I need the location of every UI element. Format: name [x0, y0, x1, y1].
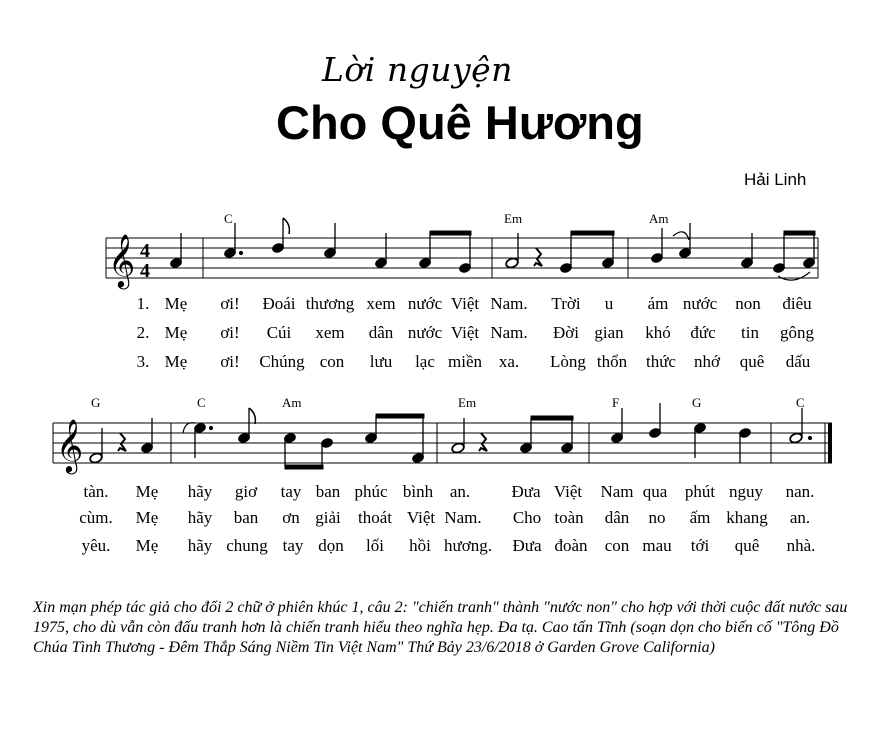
chord-symbol: C [224, 211, 233, 226]
svg-text:ơi!: ơi! [220, 294, 240, 313]
svg-text:hãy: hãy [187, 508, 213, 527]
svg-text:lưu: lưu [369, 352, 393, 371]
svg-text:ám: ám [647, 294, 669, 313]
svg-text:hương.: hương. [444, 536, 492, 555]
svg-text:đoàn: đoàn [554, 536, 588, 555]
svg-text:dân: dân [368, 323, 394, 342]
svg-text:Việt: Việt [406, 508, 436, 527]
svg-text:dân: dân [604, 508, 630, 527]
svg-text:nhớ: nhớ [694, 352, 720, 371]
svg-text:xem: xem [315, 323, 345, 342]
svg-text:qua: qua [642, 482, 668, 501]
chord-symbol: G [91, 395, 101, 410]
svg-text:1.: 1. [136, 294, 150, 313]
svg-text:điêu: điêu [782, 294, 812, 313]
svg-text:Việt: Việt [450, 323, 480, 342]
svg-text:con: con [319, 352, 345, 371]
svg-text:tay: tay [280, 482, 302, 501]
svg-text:thức: thức [646, 352, 676, 371]
svg-text:nguy: nguy [729, 482, 763, 501]
svg-text:ơi!: ơi! [220, 323, 240, 342]
svg-text:tàn.: tàn. [83, 482, 109, 501]
svg-text:Nam.: Nam. [490, 323, 528, 342]
svg-text:khang: khang [726, 508, 768, 527]
svg-text:hãy: hãy [187, 536, 213, 555]
chord-symbol: F [612, 395, 620, 410]
svg-text:ơi!: ơi! [220, 352, 240, 371]
chord-symbol: G [692, 395, 702, 410]
song-title: Cho Quê Hương [276, 96, 644, 149]
svg-text:quê: quê [739, 352, 765, 371]
composer-name: Hải Linh [744, 170, 807, 189]
footnote: Xin mạn phép tác giả cho đổi 2 chữ ở phiên khúc 1, câu 2: "chiến tranh" thành "nước non" cho hợp với thời cuộc đất nước sau 1975, cho dù vẫn còn đấu tranh hơn là chiến tranh hiểu theo nghĩa hẹp. Đa tạ. Cao tấn Tĩnh (soạn dọn cho biến cố "Tông Đồ Chúa Tình Thương - Đêm Thắp Sáng Niềm Tin Việt Nam" Thứ Bảy 23/6/2018 ở Garden Grove California) [33, 599, 848, 656]
svg-text:nước: nước [407, 294, 443, 313]
song-subtitle: Lời nguyện [322, 50, 513, 89]
svg-text:2.: 2. [136, 323, 150, 342]
svg-text:toàn: toàn [554, 508, 584, 527]
svg-text:xa.: xa. [498, 352, 520, 371]
svg-text:nước: nước [682, 294, 718, 313]
svg-text:Mẹ: Mẹ [135, 482, 159, 501]
svg-text:hồi: hồi [409, 536, 431, 555]
lyrics-system-1 [137, 294, 815, 371]
chord-symbol: C [796, 395, 805, 410]
chord-symbol: C [197, 395, 206, 410]
svg-text:dọn: dọn [318, 536, 344, 555]
svg-text:tay: tay [282, 536, 304, 555]
svg-text:tin: tin [741, 323, 759, 342]
svg-text:Cúi: Cúi [266, 323, 292, 342]
svg-text:gông: gông [780, 323, 814, 342]
notes-system-2 [89, 403, 812, 469]
svg-text:tới: tới [690, 536, 710, 555]
svg-text:con: con [604, 536, 630, 555]
chord-symbol: Am [282, 395, 302, 410]
svg-text:ơn: ơn [282, 508, 300, 527]
svg-text:hãy: hãy [187, 482, 213, 501]
svg-text:bình: bình [402, 482, 434, 501]
svg-text:xem: xem [366, 294, 396, 313]
svg-text:Mẹ: Mẹ [164, 294, 188, 313]
svg-text:Mẹ: Mẹ [135, 536, 159, 555]
svg-text:mau: mau [642, 536, 672, 555]
svg-text:Nam.: Nam. [444, 508, 482, 527]
svg-text:Việt: Việt [450, 294, 480, 313]
svg-text:thoát: thoát [358, 508, 392, 527]
svg-text:yêu.: yêu. [81, 536, 111, 555]
svg-text:Mẹ: Mẹ [164, 352, 188, 371]
svg-text:u: u [604, 294, 614, 313]
svg-text:nan.: nan. [785, 482, 815, 501]
svg-text:ban: ban [315, 482, 341, 501]
svg-text:giải: giải [315, 508, 341, 527]
svg-text:Đoái: Đoái [262, 294, 296, 313]
svg-text:Đời: Đời [553, 323, 579, 342]
svg-text:Chúng: Chúng [259, 352, 305, 371]
svg-text:an.: an. [449, 482, 471, 501]
treble-clef-icon: 𝄞 [108, 233, 136, 287]
svg-text:ấm: ấm [689, 508, 711, 527]
staff-2 [53, 423, 832, 463]
svg-text:dấu: dấu [785, 352, 811, 371]
svg-text:giơ: giơ [234, 482, 258, 501]
lyrics-system-2 [79, 482, 815, 555]
svg-text:nước: nước [407, 323, 443, 342]
svg-text:thổn: thổn [596, 352, 628, 371]
svg-text:Nam.: Nam. [490, 294, 528, 313]
svg-text:đức: đức [690, 323, 716, 342]
svg-text:Cho: Cho [512, 508, 542, 527]
chord-symbol: Em [458, 395, 477, 410]
time-sig-bottom: 4 [140, 260, 150, 282]
svg-text:lối: lối [366, 536, 384, 555]
svg-text:Việt: Việt [553, 482, 583, 501]
time-sig-top: 4 [140, 240, 150, 262]
svg-text:an.: an. [789, 508, 811, 527]
svg-text:miền: miền [448, 352, 482, 371]
svg-text:Lòng: Lòng [550, 352, 586, 371]
svg-text:non: non [735, 294, 761, 313]
svg-text:Trời: Trời [551, 294, 581, 313]
treble-clef-icon: 𝄞 [56, 418, 84, 472]
svg-text:gian: gian [594, 323, 624, 342]
svg-text:no: no [648, 508, 666, 527]
svg-text:Mẹ: Mẹ [164, 323, 188, 342]
svg-text:Đưa: Đưa [512, 536, 542, 555]
svg-text:nhà.: nhà. [786, 536, 816, 555]
svg-text:3.: 3. [136, 352, 150, 371]
svg-text:cùm.: cùm. [79, 508, 113, 527]
svg-text:thương: thương [305, 294, 355, 313]
svg-text:khó: khó [645, 323, 671, 342]
chord-symbol: Em [504, 211, 523, 226]
svg-text:Nam: Nam [600, 482, 634, 501]
svg-text:Đưa: Đưa [511, 482, 541, 501]
svg-text:ban: ban [233, 508, 259, 527]
svg-text:chung: chung [226, 536, 268, 555]
chord-symbol: Am [649, 211, 669, 226]
svg-text:quê: quê [734, 536, 760, 555]
svg-text:Mẹ: Mẹ [135, 508, 159, 527]
svg-text:lạc: lạc [415, 352, 435, 371]
svg-text:phút: phút [684, 482, 716, 501]
svg-text:phúc: phúc [354, 482, 388, 501]
